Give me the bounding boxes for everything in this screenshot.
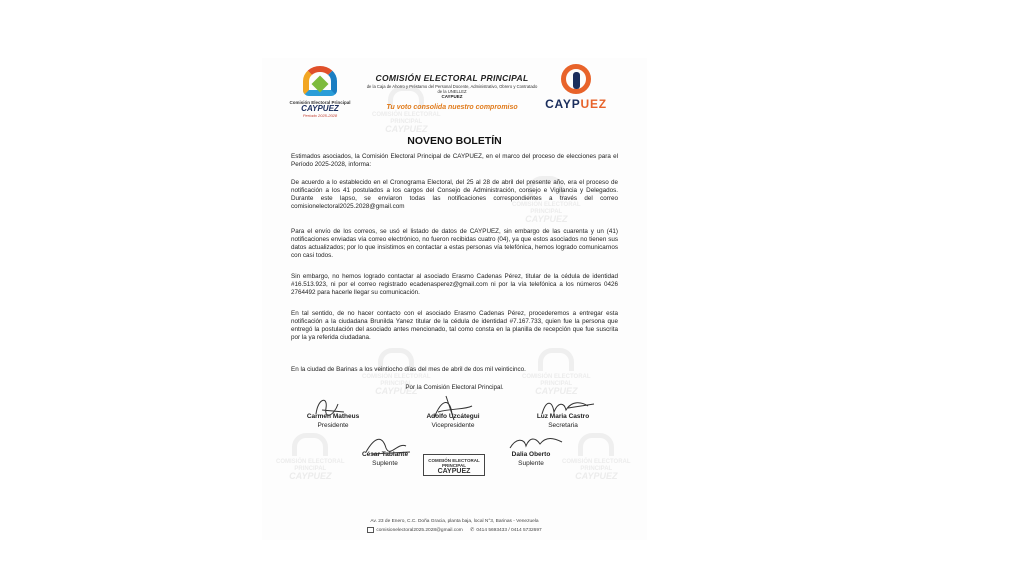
signature-block bbox=[486, 450, 576, 468]
caypuez-logo-icon bbox=[561, 64, 591, 94]
document-page bbox=[262, 58, 647, 540]
letterhead-slogan: Tu voto consolida nuestro compromiso bbox=[386, 104, 518, 112]
handwritten-signature bbox=[360, 432, 416, 460]
handwritten-signature bbox=[506, 432, 566, 454]
paragraph-schedule: De acuerdo a lo establecido en el Cronograma Electoral, del 25 al 28 de abril del presente año, era el proceso de notificación a los 41 postulados a los cargos del Consejo de Administración, consejo e Vigilancia y Delegados. Durante este lapso, se enviaron todas las notificaciones correspondientes a través del correo comisionelectoral2025.2028@gmail.com bbox=[291, 179, 618, 211]
watermark-logo: COMISIÓN ELECTORAL PRINCIPAL CAYPUEZ bbox=[522, 348, 591, 395]
signer-role: Suplente bbox=[518, 460, 544, 467]
watermark-logo: COMISIÓN ELECTORAL PRINCIPAL CAYPUEZ bbox=[362, 348, 431, 395]
paragraph-emails: Para el envío de los correos, se usó el listado de datos de CAYPUEZ, sin embargo de las cuarenta y un (41) notificaciones enviadas vía correo electrónico, no fueron recibidas cuatro (04), ya que estos asociados no tienen sus datos actualizados; por lo que insistimos en contactar a estas personas vía telefónica, hemos logrado comunicarnos con casi todos. bbox=[291, 228, 618, 260]
signature-block bbox=[340, 450, 430, 468]
paragraph-delivery: En tal sentido, de no hacer contacto con el asociado Erasmo Cadenas Pérez, procederemos a entregar esta notificación a la ciudadana Brunilda Yanez titular de la cédula de identidad #7.167.733, quien fue la persona que entregó la postulación del asociado antes mencionado, tal como consta en la planilla de recepción que fue suscrita por la ya referida ciudadana. bbox=[291, 310, 618, 342]
letterhead-title: COMISIÓN ELECTORAL PRINCIPAL bbox=[375, 73, 529, 83]
signer-name: Dalia Oberto bbox=[511, 451, 551, 458]
watermark-logo: COMISIÓN ELECTORAL PRINCIPAL CAYPUEZ bbox=[276, 433, 345, 480]
watermark-logo: COMISIÓN ELECTORAL PRINCIPAL CAYPUEZ bbox=[562, 433, 631, 480]
commission-logo-period: Período 2025-2028 bbox=[302, 113, 338, 118]
signer-name: Adolfo Uzcátegui bbox=[426, 413, 480, 420]
signature-block bbox=[408, 412, 498, 430]
mail-icon bbox=[367, 527, 374, 533]
signer-name: Carmen Matheus bbox=[306, 413, 360, 420]
commission-logo-line1: Comisión Electoral Principal bbox=[289, 100, 351, 105]
footer-phones: 0414 5693433 / 0414 5732697 bbox=[476, 528, 542, 533]
stamp-line1: COMISIÓN ELECTORAL PRINCIPAL bbox=[428, 458, 480, 468]
commission-logo bbox=[288, 64, 352, 118]
signature-block bbox=[288, 412, 378, 430]
handwritten-signature bbox=[428, 394, 478, 424]
signature-block bbox=[518, 412, 608, 430]
signer-role: Presidente bbox=[317, 422, 349, 429]
stamp-line2: CAYPUEZ bbox=[437, 468, 471, 475]
handwritten-signature bbox=[308, 394, 352, 420]
paragraph-contact: Sin embargo, no hemos logrado contactar al asociado Erasmo Cadenas Pérez, titular de la cédula de identidad #16.513.923, ni por el correo registrado ecadenasperez@gmail.com ni por la vía telefónica a los números 0426 2764492 para hacerle llegar su comunicación. bbox=[291, 273, 618, 297]
paragraph-intro: Estimados asociados, la Comisión Electoral Principal de CAYPUEZ, en el marco del proceso de elecciones para el Período 2025-2028, informa: bbox=[291, 153, 618, 169]
watermark-logo: COMISIÓN ELECTORAL PRINCIPAL CAYPUEZ bbox=[372, 86, 441, 133]
paragraph-place-date: En la ciudad de Barinas a los veintiocho días del mes de abril de dos mil veinticinco. bbox=[291, 366, 526, 373]
commission-logo-line2: CAYPUEZ bbox=[301, 104, 339, 113]
footer-contact bbox=[262, 526, 647, 535]
letterhead-subtitle: de la Caja de Ahorro y Préstamo del Personal Docente, Administrativo, Obrero y Contratado de la UNELLEZ bbox=[366, 84, 538, 95]
phone-icon: ✆ bbox=[470, 527, 475, 533]
signer-role: Suplente bbox=[372, 460, 398, 467]
signer-role: Vicepresidente bbox=[431, 422, 475, 429]
signer-role: Secretaria bbox=[548, 422, 578, 429]
signer-name: Luz Maria Castro bbox=[536, 413, 590, 420]
caypuez-logo-text: CAYPUEZ bbox=[545, 97, 607, 111]
letterhead bbox=[364, 73, 540, 111]
handwritten-signature bbox=[538, 394, 598, 418]
commission-logo-icon bbox=[297, 64, 343, 98]
official-stamp bbox=[423, 454, 485, 476]
footer-address: Av. 23 de Enero, C.C. Doña Gracia, planta baja, local N°3, Barinas - Venezuela bbox=[370, 519, 539, 524]
signer-name: César Tablante bbox=[361, 451, 409, 458]
bulletin-title: NOVENO BOLETÍN bbox=[407, 135, 502, 147]
caypuez-logo bbox=[538, 64, 614, 111]
footer bbox=[262, 518, 647, 535]
signoff: Por la Comisión Electoral Principal. bbox=[405, 384, 504, 391]
watermark-logo: COMISIÓN ELECTORAL PRINCIPAL CAYPUEZ bbox=[512, 176, 581, 223]
footer-email: comisionelectoral2025.2028@gmail.com bbox=[376, 528, 463, 533]
letterhead-org: CAYPUEZ bbox=[441, 94, 463, 100]
